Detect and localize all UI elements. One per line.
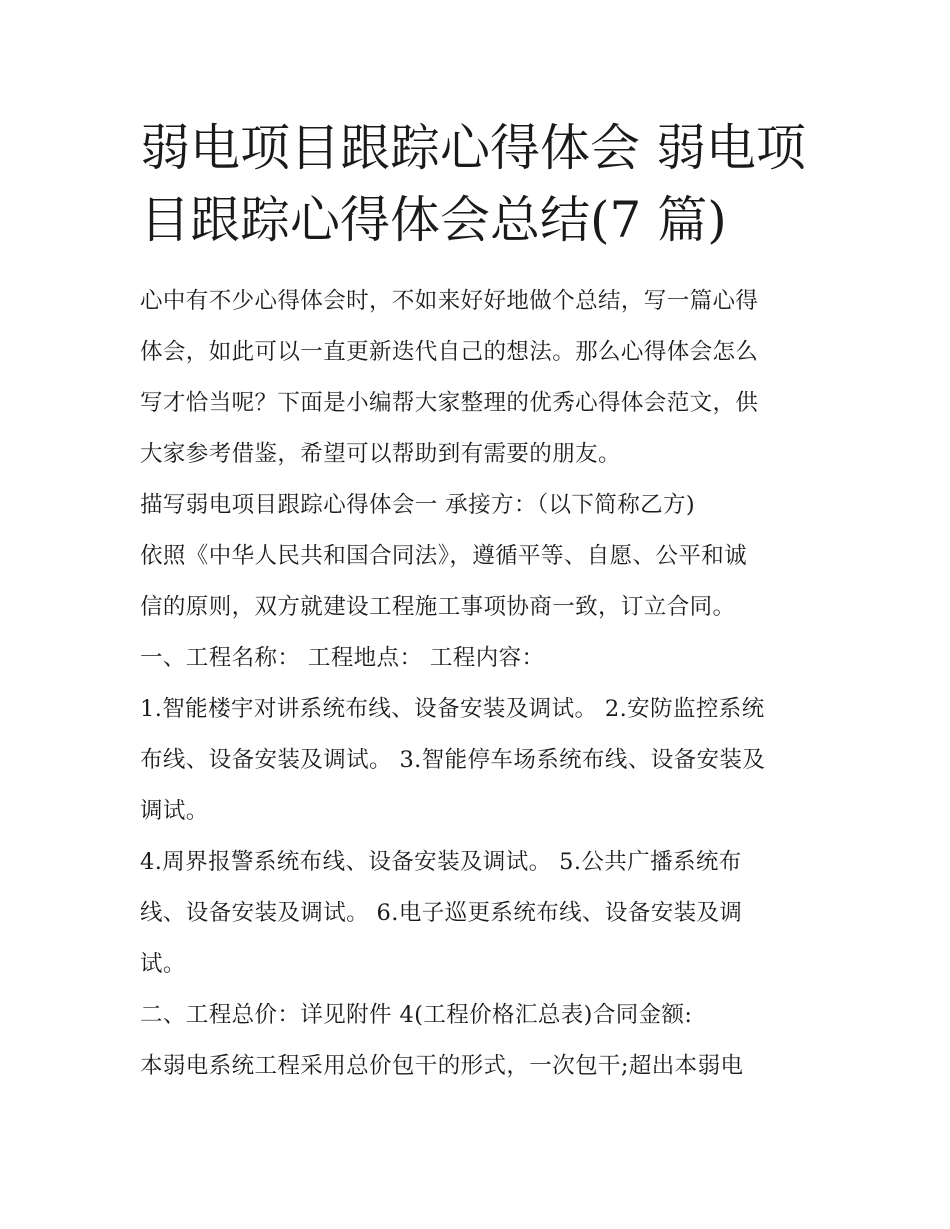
text-line: 4.周界报警系统布线、设备安装及调试。 5.公共广播系统布 (140, 849, 742, 875)
intro-paragraph (140, 276, 820, 480)
lump-sum-paragraph (140, 1041, 820, 1092)
title-line: 目跟踪心得体会总结(7 篇) (140, 191, 727, 249)
text-line: 线、设备安装及调试。 6.电子巡更系统布线、设备安装及调 (140, 900, 743, 926)
document-title (140, 112, 830, 256)
text-line: 本弱电系统工程采用总价包干的形式，一次包干;超出本弱电 (140, 1053, 744, 1079)
text-line: 大家参考借鉴，希望可以帮助到有需要的朋友。 (140, 441, 621, 467)
scope-list-paragraph-1 (140, 684, 820, 837)
text-line: 描写弱电项目跟踪心得体会一 承接方：（以下简称乙方) (140, 492, 696, 518)
text-line: 二、工程总价：详见附件 4(工程价格汇总表)合同金额: (140, 1002, 693, 1028)
text-line: 调试。 (140, 798, 209, 824)
title-line: 弱电项目跟踪心得体会 弱电项 (140, 119, 806, 177)
text-line: 依照《中华人民共和国合同法》，遵循平等、自愿、公平和诚 (140, 543, 748, 569)
text-line: 试。 (140, 951, 186, 977)
text-line: 一、工程名称： 工程地点： 工程内容： (140, 645, 545, 671)
section-heading-paragraph (140, 480, 820, 531)
text-line: 写才恰当呢？下面是小编帮大家整理的优秀心得体会范文，供 (140, 390, 759, 416)
scope-list-paragraph-2 (140, 837, 820, 990)
contract-basis-paragraph (140, 531, 820, 633)
text-line: 布线、设备安装及调试。 3.智能停车场系统布线、设备安装及 (140, 747, 766, 773)
document-body (140, 276, 820, 1092)
text-line: 心中有不少心得体会时，不如来好好地做个总结，写一篇心得 (140, 288, 759, 314)
text-line: 体会，如此可以一直更新迭代自己的想法。那么心得体会怎么 (140, 339, 759, 365)
text-line: 1.智能楼宇对讲系统布线、设备安装及调试。 2.安防监控系统 (140, 696, 765, 722)
text-line: 信的原则，双方就建设工程施工事项协商一致，订立合同。 (140, 594, 736, 620)
project-info-paragraph (140, 633, 820, 684)
total-price-paragraph (140, 990, 820, 1041)
